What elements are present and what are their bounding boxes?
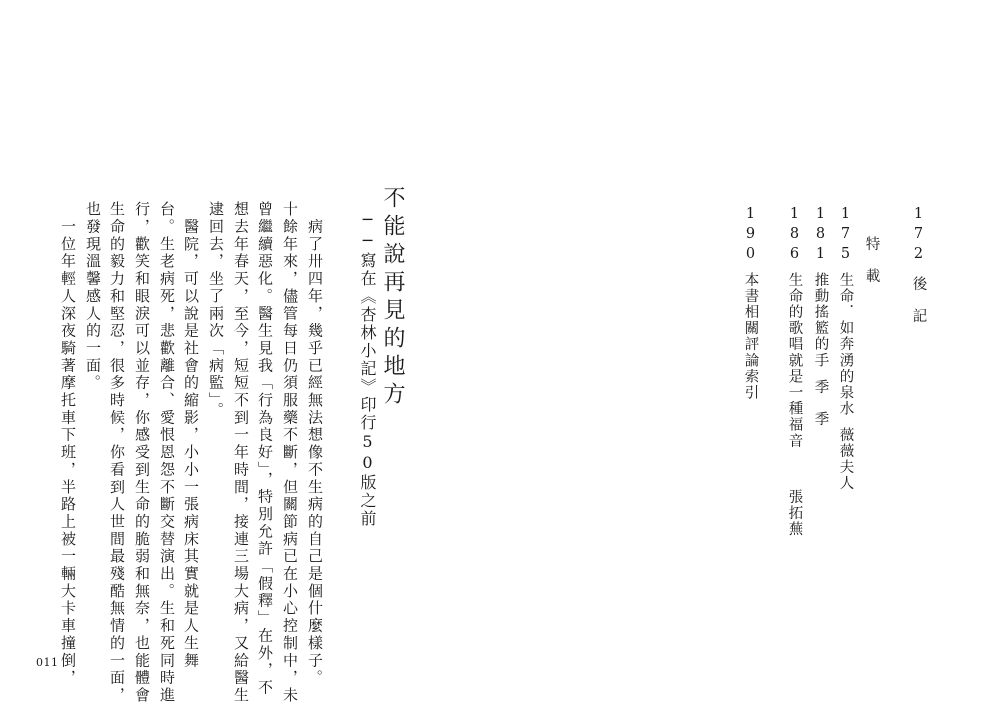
toc-entry-190 (743, 206, 758, 401)
body-line: 台。生老病死，悲歡離合、愛恨恩怨不斷交替演出。生和死同時進 (158, 201, 176, 705)
body-line: 行，歡笑和眼淚可以並存，你感受到生命的脆弱和無奈，也能體會 (133, 201, 151, 705)
toc-entry-title: 生命的歌唱就是一種福音 (786, 272, 803, 450)
body-line: 一位年輕人深夜騎著摩托車下班，半路上被一輛大卡車撞倒， (59, 201, 77, 687)
body-line: 生命的毅力和堅忍，很多時候，你看到人世間最殘酷無情的一面， (108, 201, 126, 705)
toc-entry-title: 推動搖籃的手 (812, 272, 829, 369)
toc-entry-181 (813, 206, 828, 427)
toc-page-number: 175 (837, 206, 854, 266)
toc-entry-175 (838, 206, 853, 491)
body-line: 想去年春天，至今，短短不到一年時間，接連三場大病，又給醫生 (232, 201, 250, 705)
toc-page-number: 172 (910, 206, 927, 266)
toc-entry-title: 後 記 (910, 276, 927, 325)
toc-entry-author: 張拓蕪 (786, 489, 803, 538)
body-line: 病了卅四年，幾乎已經無法想像不生病的自己是個什麼樣子。 (306, 201, 324, 687)
toc-entry-afterword (911, 206, 926, 324)
toc-page-number: 186 (786, 206, 803, 266)
article-title: 不能說再見的地方 (380, 186, 405, 410)
body-line: 也發現溫馨感人的一面。 (84, 201, 102, 392)
toc-entry-title: 本書相關評論索引 (742, 272, 759, 401)
toc-entry-author: 季 季 (812, 378, 829, 427)
toc-section-title: 特 載 (863, 236, 880, 285)
article-subtitle: ──寫在《杏林小記》印行50版之前 (358, 210, 377, 528)
toc-section-special (864, 236, 879, 284)
toc-page-number: 190 (742, 206, 759, 266)
body-line: 醫院，可以說是社會的縮影，小小一張病床其實就是人生舞 (182, 201, 200, 670)
page-number: 011 (36, 656, 59, 669)
toc-entry-186 (787, 206, 802, 537)
toc-page-number: 181 (812, 206, 829, 266)
body-line: 曾繼續惡化。醫生見我「行為良好」，特別允許「假釋」在外，不 (256, 201, 274, 697)
toc-entry-title: 生命．如奔湧的泉水 (837, 272, 854, 417)
toc-entry-author: 薇薇夫人 (837, 426, 854, 492)
body-line: 逮回去，坐了兩次「病監」。 (207, 201, 225, 420)
body-line: 十餘年來，儘管每日仍須服藥不斷，但關節病已在小心控制中，未 (281, 201, 299, 705)
